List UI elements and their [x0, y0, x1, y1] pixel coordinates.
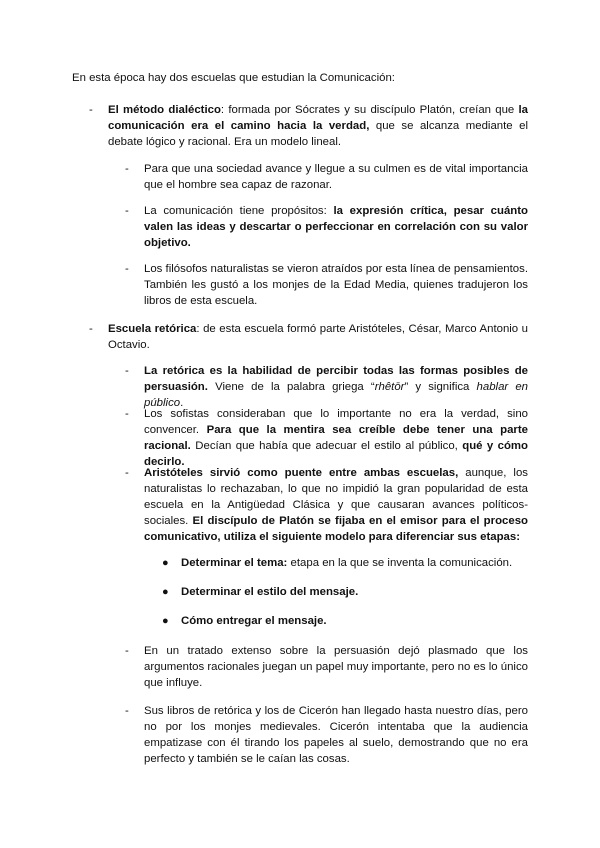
text-run: Los sofistas consideraban que lo importante no era la verdad, sino convencer.	[144, 408, 528, 436]
italic-run: hablar en público	[144, 381, 529, 409]
bold-run: La retórica es la habilidad de percibir todas las formas posibles de persuasión.	[144, 365, 528, 393]
dialectic-point-3-text: Los filósofos naturalistas se vieron atraídos por esta línea de pensamientos. También les gustó a los monjes de la Edad Media, quienes tradujeron los libros de esta escuela.	[144, 263, 528, 307]
rhetoric-point-4-text: En un tratado extenso sobre la persuasión dejó plasmado que los argumentos racionales juegan un papel muy importante, pero no es lo único que influye.	[144, 645, 528, 689]
stage-bullet-1-text	[181, 555, 528, 571]
dash-marker: -	[89, 323, 93, 335]
rhetoric-point-2-text	[144, 406, 528, 470]
dash-marker: -	[125, 365, 129, 377]
section-rhetoric-text	[108, 321, 528, 353]
section-dialectic-title: El método dialéctico	[108, 104, 221, 116]
bullet-marker: ●	[162, 615, 169, 627]
dash-marker: -	[125, 263, 129, 275]
bullet-marker: ●	[162, 557, 169, 569]
dialectic-point-2-text	[144, 203, 528, 251]
dash-marker: -	[89, 104, 93, 116]
text-run: aunque, los naturalistas lo rechazaban, lo que no impidió la gran popularidad de esta escuela en la Antigüedad Clásica y que causaran avances políticos-sociales.	[144, 467, 528, 527]
text-run: : de esta escuela formó parte Aristóteles, César, Marco Antonio u Octavio.	[108, 323, 529, 351]
dash-marker: -	[125, 205, 129, 217]
text-run: .	[180, 397, 184, 409]
italic-run: rhêtōr	[374, 381, 405, 393]
dash-marker: -	[125, 467, 129, 479]
text-run: : formada por Sócrates y su discípulo Platón, creían que	[220, 104, 519, 116]
bold-run: Determinar el estilo del mensaje.	[181, 586, 359, 598]
dash-marker: -	[125, 408, 129, 420]
dash-marker: -	[125, 163, 129, 175]
stage-bullet-3-text	[181, 613, 528, 629]
bold-run: Para que la mentira sea creíble debe tener una parte racional.	[144, 424, 528, 452]
intro-paragraph: En esta época hay dos escuelas que estudian la Comunicación:	[72, 72, 395, 84]
rhetoric-point-5-text: Sus libros de retórica y los de Cicerón han llegado hasta nuestro días, pero no por los monjes medievales. Cicerón intentaba que la audiencia empatizase con él tirando los papeles al suelo, demostrando que no era perfecto y también se le caían las cosas.	[144, 705, 528, 765]
text-run: que se alcanza mediante el debate lógico y racional. Era un modelo lineal.	[108, 120, 528, 148]
dialectic-point-1-text: Para que una sociedad avance y llegue a su culmen es de vital importancia que el hombre sea capaz de razonar.	[144, 163, 528, 191]
rhetoric-point-1-text	[144, 363, 528, 411]
dash-marker: -	[125, 705, 129, 717]
dash-marker: -	[125, 645, 129, 657]
text-run: etapa en la que se inventa la comunicación.	[287, 557, 513, 569]
stage-bullet-2-text	[181, 584, 528, 600]
bullet-marker: ●	[162, 586, 169, 598]
text-run: ” y significa	[404, 381, 477, 393]
bold-run: Determinar el tema:	[181, 557, 288, 569]
bold-run: la expresión crítica, pesar cuánto valen las ideas y descartar o perfeccionar en correlación con su valor objetivo.	[144, 205, 528, 249]
bold-run: la comunicación era el camino hacia la verdad,	[108, 104, 528, 132]
bold-run: El discípulo de Platón se fijaba en el emisor para el proceso comunicativo, utiliza el siguiente modelo para diferenciar sus etapas:	[144, 515, 528, 543]
section-rhetoric-title: Escuela retórica	[108, 323, 197, 335]
rhetoric-point-3-text	[144, 465, 528, 545]
text-run: Decían que había que adecuar el estilo al público,	[190, 440, 463, 452]
bold-run: Aristóteles sirvió como puente entre ambas escuelas,	[144, 467, 459, 479]
bold-run: qué y cómo decirlo.	[144, 440, 529, 468]
bold-run: Cómo entregar el mensaje.	[181, 615, 327, 627]
text-run: Viene de la palabra griega “	[207, 381, 375, 393]
section-dialectic-text	[108, 102, 528, 150]
text-run: La comunicación tiene propósitos:	[144, 205, 334, 217]
